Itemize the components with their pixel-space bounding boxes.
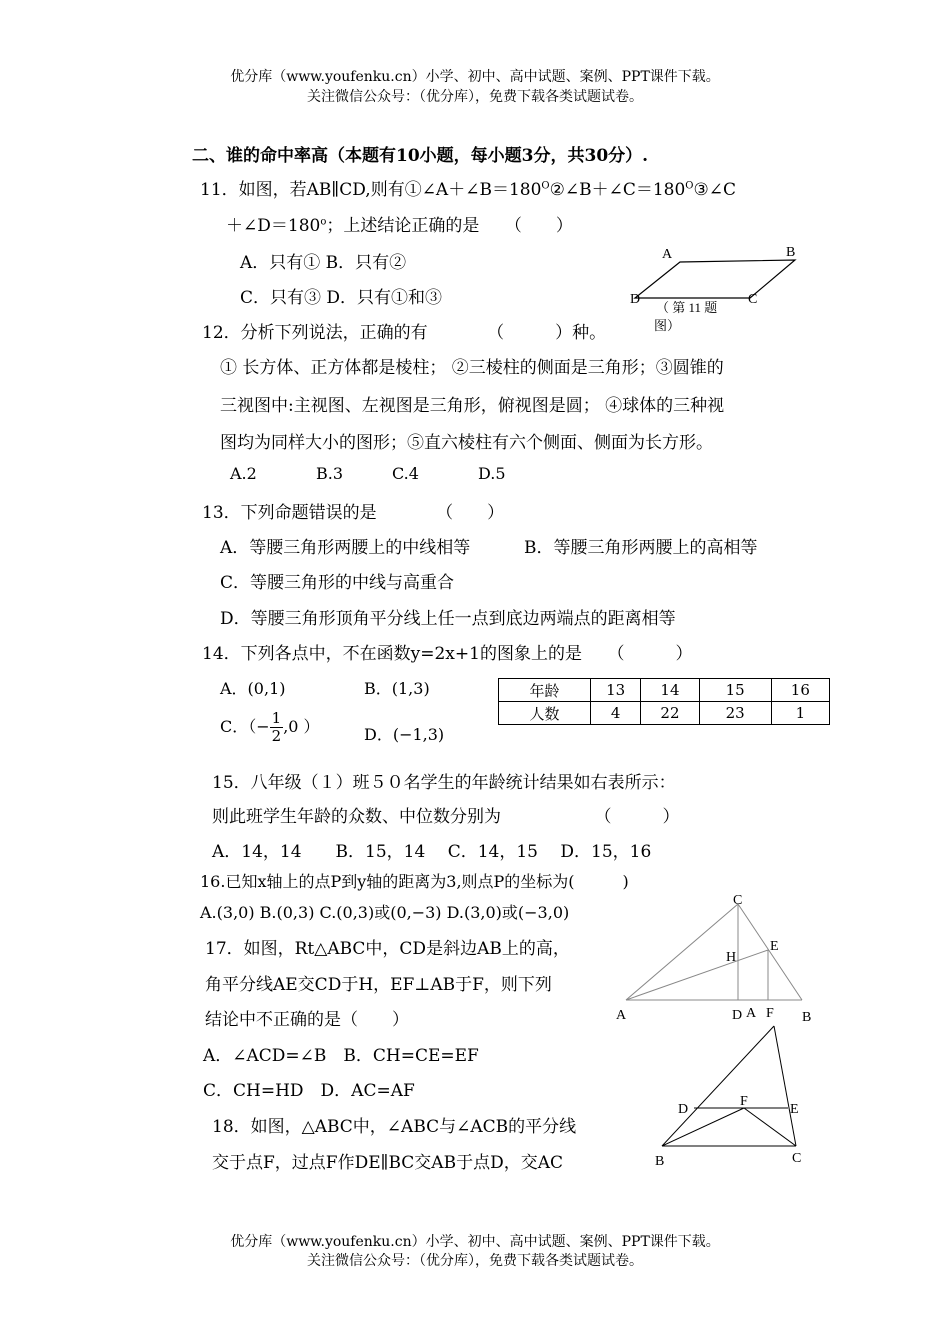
q17-options-ab: A．∠ACD=∠B B．CH=CE=EF [203,1046,479,1066]
q14-option-c [220,710,320,745]
footer-line-2: 关注微信公众号：（优分库），免费下载各类试题试卷。 [307,1253,643,1269]
q17-line-3: 结论中不正确的是（ ） [205,1010,409,1030]
table-cell: 16 [771,679,829,702]
q11-text-c: ③∠C [693,180,736,200]
fraction-numerator: 1 [271,709,282,727]
q12-option-a: A.2 [230,464,257,483]
segment-ac [774,1026,796,1146]
fraction-one-half [270,710,284,745]
q18-line-2: 交于点F，过点F作DE∥BC交AB于点D，交AC [212,1153,563,1173]
point-label-d: D [732,1008,743,1023]
table-row [499,679,830,702]
q11-line-2 [226,211,573,236]
vertex-label-a: A [616,1008,627,1023]
q11-text-d: ＋∠D＝180 [226,216,321,236]
table-cell: 13 [590,679,640,702]
table-cell: 22 [641,702,699,725]
q17-line-2: 角平分线AE交CD于H，EF⊥AB于F，则下列 [205,975,552,995]
point-label-a: A [746,1006,757,1021]
q12-option-d: D.5 [478,464,506,483]
segment-fc [744,1108,796,1146]
q13-option-c: C．等腰三角形的中线与高重合 [220,573,455,593]
table-row [499,702,830,725]
q12-option-c: C.4 [392,464,419,483]
point-label-h: H [726,950,737,965]
q14-option-a: A．(0,1) [220,679,286,698]
vertex-label-b: B [786,245,796,260]
table-cell: 23 [699,702,771,725]
q11-line-1 [200,175,736,200]
point-label-f: F [740,1094,748,1109]
q14-option-c-prefix: C．（− [220,717,270,736]
q13-option-b: B．等腰三角形两腰上的高相等 [524,538,758,558]
vertex-label-a: A [662,247,673,262]
q14-option-b: B．(1,3) [364,679,430,698]
q15-line-1: 15．八年级（１）班５０名学生的年龄统计结果如右表所示： [212,773,676,793]
q18-line-1: 18．如图，△ABC中，∠ABC与∠ACB的平分线 [212,1117,577,1137]
figure-caption-1: （ 第 11 题 [656,300,718,315]
header-line-1: 优分库（www.youfenku.cn）小学、初中、高中试题、案例、PPT课件下载。 [230,69,720,85]
table-cell: 4 [590,702,640,725]
q11-text-a: 11．如图，若AB∥CD,则有①∠A＋∠B＝180 [200,180,542,200]
q13-stem: 13．下列命题错误的是 （ ） [202,503,505,523]
vertex-label-c: C [748,292,758,307]
vertex-label-b: B [655,1154,665,1169]
q17-line-1: 17．如图，Rt△ABC中，CD是斜边AB上的高， [205,939,570,959]
table-cell: 15 [699,679,771,702]
degree-mark: o [320,216,327,228]
table-cell: 人数 [499,702,591,725]
point-label-e: E [770,939,779,954]
footer-line-1: 优分库（www.youfenku.cn）小学、初中、高中试题、案例、PPT课件下载。 [230,1234,720,1250]
table-cell: 年龄 [499,679,591,702]
q12-line-3: 图均为同样大小的图形；⑤直六棱柱有六个侧面、侧面为长方形。 [220,433,713,453]
degree-mark: O [541,180,550,192]
point-label-e: E [790,1102,799,1117]
table-cell: 14 [641,679,699,702]
segment-bf [662,1108,744,1146]
segment-ae [626,950,768,1000]
table-cell: 1 [771,702,829,725]
q18-triangle-figure [648,1020,818,1170]
section-title: 二、谁的命中率高（本题有10小题，每小题3分，共30分）. [192,146,649,166]
q12-option-b: B.3 [316,464,344,483]
q11-options-ab: A．只有① B．只有② [240,253,407,273]
vertex-label-c: C [733,893,743,908]
q14-option-d: D．(−1,3) [364,725,445,744]
q11-options-cd: C．只有③ D．只有①和③ [240,288,443,308]
q13-option-a: A．等腰三角形两腰上的中线相等 [220,538,471,558]
segment-ba [662,1026,774,1146]
vertex-label-c: C [792,1151,802,1166]
q16-stem: 16.已知x轴上的点P到y轴的距离为3,则点P的坐标为( ) [200,872,629,891]
q15-options: A．14，14 B．15，14 C．14，15 D．15，16 [212,842,652,862]
q14-stem: 14．下列各点中，不在函数y=2x+1的图象上的是 （ ） [202,644,693,664]
q14-option-c-suffix: ,0 ） [283,717,320,736]
fraction-denominator: 2 [271,727,282,745]
q13-option-d: D．等腰三角形顶角平分线上任一点到底边两端点的距离相等 [220,609,676,629]
q12-stem: 12．分析下列说法，正确的有 （ ）种。 [202,323,607,343]
degree-mark: O [685,180,694,192]
q11-text-b: ②∠B＋∠C＝180 [549,180,686,200]
q17-options-cd: C．CH=HD D．AC=AF [203,1081,415,1101]
q12-line-1: ① 长方体、正方体都是棱柱； ②三棱柱的侧面是三角形；③圆锥的 [220,358,724,378]
header-line-2: 关注微信公众号：（优分库），免费下载各类试题试卷。 [307,89,643,105]
vertex-label-d: D [630,292,641,307]
parallelogram-abcd [635,260,795,298]
q12-line-2: 三视图中:主视图、左视图是三角形，俯视图是圆； ④球体的三种视 [220,396,725,416]
vertex-label-b: B [802,1010,812,1025]
q17-right-triangle-figure [612,888,822,1028]
figure-caption-2: 图） [654,318,681,333]
q15-line-2: 则此班学生年龄的众数、中位数分别为 （ ） [212,807,680,827]
q16-options: A.(3,0) B.(0,3) C.(0,3)或(0,−3) D.(3,0)或(−3,0) [200,903,570,922]
point-label-f: F [766,1006,774,1021]
q11-parallelogram-figure [620,240,820,335]
point-label-d: D [678,1102,689,1117]
age-statistics-table [498,678,830,725]
segment-ac [626,904,738,1000]
q11-text-e: ；上述结论正确的是 （ ） [326,216,573,236]
